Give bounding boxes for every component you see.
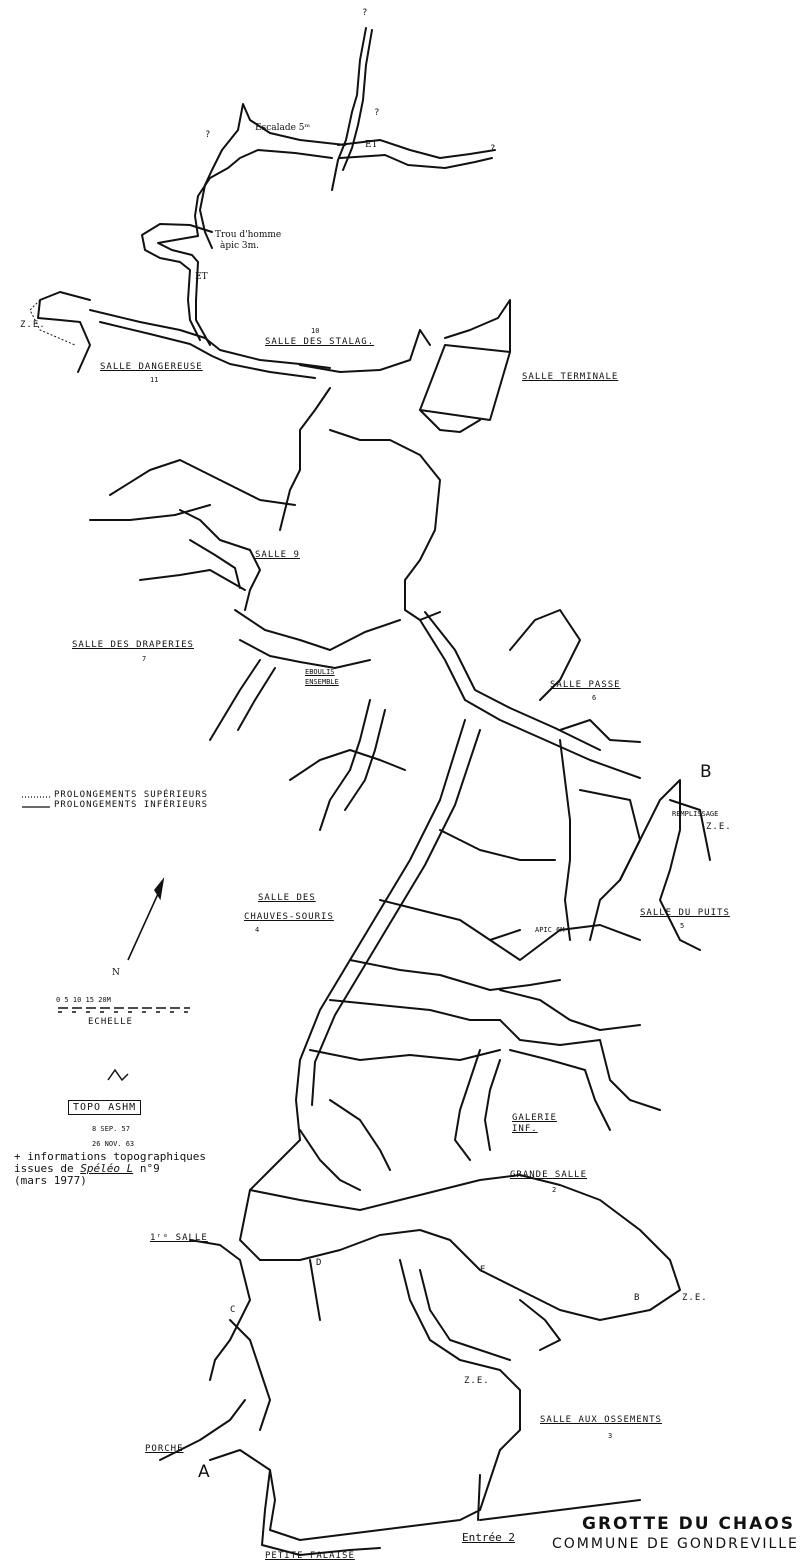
annotation-ze: Z.E. (20, 320, 46, 330)
annotation-ze: Z.E. (682, 1293, 708, 1303)
passage-cross-1 (380, 900, 520, 940)
annotation-trou-depth: àpic 3m. (220, 241, 260, 251)
north-label: N (112, 968, 120, 978)
note-line-2-pre: issues de (14, 1162, 81, 1175)
passage-east-loop-2 (580, 790, 640, 940)
topo-date-1: 8 SEP. 57 (92, 1125, 130, 1133)
passage-east-ze (670, 800, 710, 860)
passage-west-3 (140, 570, 245, 590)
topo-mark (108, 1070, 128, 1080)
room-ossements-number: 3 (608, 1432, 613, 1440)
passage-west-1 (110, 460, 295, 505)
passage-west-2 (90, 505, 210, 520)
scale-label: ECHELLE (88, 1017, 133, 1027)
passage-draperies (235, 610, 400, 650)
passage-apic-b (500, 990, 640, 1030)
room-draperies-number: 7 (142, 655, 147, 663)
trunk-b (330, 430, 440, 620)
note-line-1: + informations topographiques (14, 1150, 207, 1163)
legend-prolongements-superieurs: PROLONGEMENTS SUPÉRIEURS (54, 790, 209, 800)
room-passe-number: 6 (592, 694, 597, 702)
passage-diagonal (420, 620, 640, 778)
room-chauves-number: 4 (255, 926, 260, 934)
passage-galerie (455, 1050, 480, 1160)
passage-east-loop-1 (560, 740, 570, 940)
passage-apic (490, 925, 640, 960)
annotation-ze: Z.E. (706, 822, 732, 832)
note-line-2-italic: Spéléo L (80, 1162, 134, 1175)
passage-terminale-ne (445, 300, 510, 352)
point-e: E (480, 1265, 487, 1275)
room-salle-des-stalag: SALLE DES STALAG. (265, 337, 375, 347)
annotation-et: ET (365, 140, 378, 150)
room-salle-passe: SALLE PASSE (550, 680, 621, 690)
scale-ticks: 0 5 10 15 20M (56, 996, 111, 1004)
passage-loop (142, 224, 212, 340)
passage-galerie-b (485, 1060, 500, 1150)
topo-label: TOPO ASHM (68, 1100, 141, 1115)
passage-cross-3 (330, 1000, 500, 1020)
topo-date-2: 26 NOV. 63 (92, 1140, 135, 1148)
point-d: D (316, 1258, 323, 1268)
entree-2-shaft (478, 1475, 480, 1520)
scale-bar (58, 1008, 190, 1012)
point-b-lower: B (634, 1293, 641, 1303)
note-line-2-post: n°9 (133, 1162, 160, 1175)
entree-2-label: Entrée 2 (462, 1531, 515, 1544)
room-salle-9: SALLE 9 (255, 550, 300, 560)
question-mark: ? (490, 144, 497, 154)
passage-9 (180, 510, 260, 610)
room-grande-number: 2 (552, 1186, 557, 1194)
passage-draperies-b (240, 640, 370, 668)
passage-west-lower-b (300, 1130, 360, 1190)
room-salle-dangereuse: SALLE DANGEREUSE (100, 362, 203, 372)
trunk-long (296, 720, 465, 1140)
room-chauves-souris: CHAUVES-SOURIS (244, 912, 334, 922)
room-galerie: GALERIE (512, 1113, 557, 1123)
question-mark: ? (362, 8, 369, 18)
porch-outline-b (262, 1470, 380, 1555)
room-premiere-salle: 1ʳᵉ SALLE (150, 1233, 208, 1243)
annotation-petite-falaise: PETITE FALAISE (265, 1551, 355, 1561)
point-a: A (198, 1462, 211, 1482)
annotation-ensemble: ENSEMBLE (305, 678, 339, 686)
passage-ossements-b (420, 1270, 510, 1360)
room-salle-des-draperies: SALLE DES DRAPERIES (72, 640, 194, 650)
trunk-a (280, 388, 330, 530)
passage-d (310, 1258, 323, 1320)
north-arrow (128, 880, 163, 960)
salle-terminale (420, 345, 510, 420)
map-subtitle: COMMUNE DE GONDREVILLE (552, 1536, 799, 1552)
trunk-long-b (312, 730, 480, 1105)
passage-draperies-sw-b (238, 668, 275, 730)
annotation-eboulis: EBOULIS (305, 668, 335, 676)
annotation-porche: PORCHE (145, 1444, 184, 1454)
grande-salle (240, 1175, 680, 1320)
passage-loop-b (158, 236, 210, 345)
passage-west-lower-c (250, 1140, 300, 1190)
annotation-escalade: Escalade 5ᵐ (255, 123, 311, 133)
annotation-ze: Z.E. (464, 1376, 490, 1386)
annotation-trou: Trou d'homme (215, 230, 282, 240)
passage-passe-e (560, 720, 640, 742)
passage-west-lower (330, 1100, 390, 1170)
question-mark: ? (374, 108, 381, 118)
note-line-3: (mars 1977) (14, 1174, 87, 1187)
question-mark: ? (205, 130, 212, 140)
passage-9-b (190, 540, 240, 588)
room-salle-du-puits: SALLE DU PUITS (640, 908, 730, 918)
passage-top-west-b (210, 150, 332, 178)
map-title: GROTTE DU CHAOS (582, 1514, 795, 1534)
passage-east-lower (500, 1020, 660, 1110)
passage-ossements (400, 1260, 520, 1480)
passage-top-east (338, 140, 495, 158)
point-c: C (230, 1305, 237, 1315)
porch-outline (210, 1450, 490, 1540)
room-salle-des: SALLE DES (258, 893, 316, 903)
annotation-apic: APIC 6M (535, 926, 565, 934)
room-grande-salle: GRANDE SALLE (510, 1170, 588, 1180)
passage-cross-2 (350, 960, 560, 990)
room-salle-terminale: SALLE TERMINALE (522, 372, 619, 382)
room-galerie-inf: INF. (512, 1124, 538, 1134)
room-salle-aux-ossements: SALLE AUX OSSEMENTS (540, 1415, 662, 1425)
passage-east-mid (440, 830, 555, 860)
topo-source-note (14, 1151, 206, 1187)
legend-prolongements-inferieurs: PROLONGEMENTS INFÉRIEURS (54, 800, 209, 810)
annotation-remplissage: REMPLISSAGE (672, 810, 719, 818)
passage-top-east-b (340, 155, 492, 168)
passage-draperies-sw (210, 660, 260, 740)
passage-cross-4 (310, 1050, 500, 1060)
annotation-et: ET (195, 272, 208, 282)
room-stalag-number: 10 (311, 327, 320, 335)
salle-1 (190, 1240, 250, 1380)
room-puits-number: 5 (680, 922, 685, 930)
room-dangereuse-number: 11 (150, 376, 159, 384)
point-b: B (700, 762, 713, 782)
passage-ze-west (38, 292, 90, 372)
